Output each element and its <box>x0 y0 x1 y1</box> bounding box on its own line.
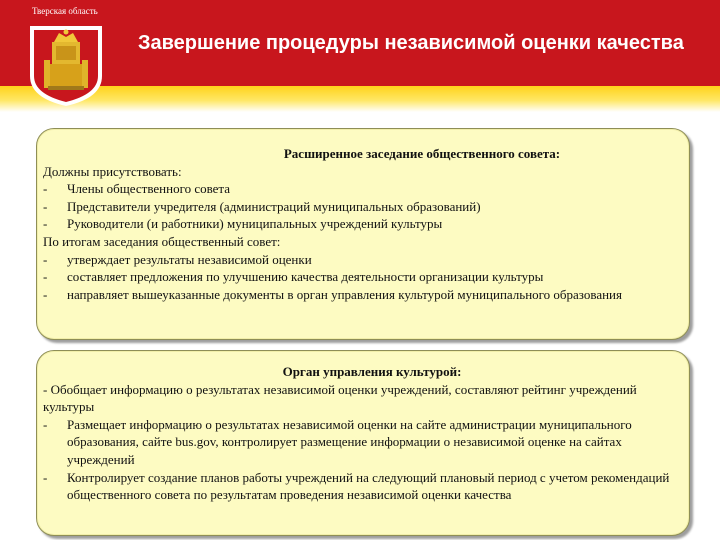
authority-item: - Размещает информацию о результатах независимой оценки на сайте администрации муниципального образования, сайте bus.gov, контролирует размещение информации о независимой оценке на сайтах учреждений <box>43 416 632 467</box>
attendee-item: - Руководители (и работники) муниципальных учреждений культуры <box>43 216 443 232</box>
outcome-item: - утверждает результаты независимой оценки <box>43 251 312 267</box>
authority-item: - Контролирует создание планов работы учреждений на следующий плановый период с учетом рекомендаций общественного совета по результатам проведения независимой оценки качества <box>43 469 670 503</box>
coat-of-arms-icon <box>26 24 106 108</box>
region-label: Тверская область <box>32 6 98 16</box>
header-yellow-stripe <box>0 86 720 112</box>
authority-summary: - Обобщает информацию о результатах независимой оценки учреждений, составляют рейтинг учреждений культуры <box>43 381 637 415</box>
outcomes-intro: По итогам заседания общественный совет: <box>43 233 281 249</box>
attendees-intro: Должны присутствовать: <box>43 163 182 179</box>
council-meeting-panel <box>36 128 690 340</box>
header-banner <box>0 0 720 112</box>
outcome-item: - составляет предложения по улучшению качества деятельности организации культуры <box>43 269 544 285</box>
page-title: Завершение процедуры независимой оценки качества <box>138 32 684 54</box>
outcome-item: - направляет вышеуказанные документы в орган управления культурой муниципального образования <box>43 286 622 302</box>
council-heading: Расширенное заседание общественного совета: <box>283 146 561 161</box>
authority-heading: Орган управления культурой: <box>282 364 462 379</box>
attendee-item: - Представители учредителя (администраций муниципальных образований) <box>43 198 481 214</box>
attendee-item: - Члены общественного совета <box>43 181 231 197</box>
culture-authority-panel <box>36 350 690 536</box>
